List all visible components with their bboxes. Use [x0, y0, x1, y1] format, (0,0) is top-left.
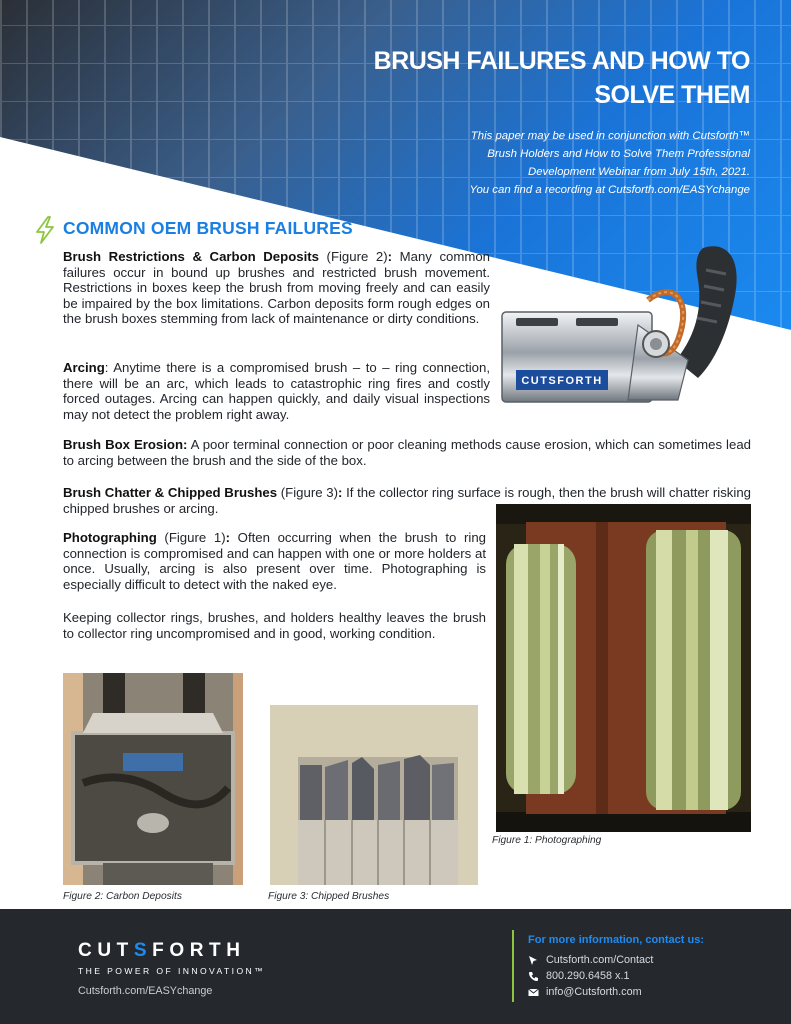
paragraph-heading: Brush Chatter & Chipped Brushes	[63, 485, 278, 500]
footer-url-link[interactable]: Cutsforth.com/EASYchange	[78, 985, 213, 997]
page-title: BRUSH FAILURES AND HOW TO SOLVE THEM	[373, 47, 750, 109]
cursor-icon	[528, 955, 539, 966]
footer-tagline: THE POWER OF INNOVATION™	[78, 966, 266, 976]
section-title: COMMON OEM BRUSH FAILURES	[63, 218, 353, 238]
paragraph-heading: Brush Restrictions & Carbon Deposits	[63, 249, 319, 264]
phone-icon	[528, 971, 539, 982]
contact-heading: For more information, contact us:	[528, 934, 705, 946]
footer-logo: CUTSFORTH	[78, 940, 246, 961]
contact-phone-row[interactable]	[528, 970, 629, 982]
brush-holder-product-image	[498, 240, 750, 410]
paragraph-photographing: Photographing (Figure 1): Often occurring when the brush to ring connection is compromised and can happen with one or more holders at once. Usually, arcing is also present over time. Photographing is especially difficult to detect with the naked eye.	[63, 530, 487, 592]
contact-email-row[interactable]	[528, 986, 642, 998]
paragraph-heading: Photographing	[63, 530, 157, 545]
contact-phone-link[interactable]: 800.290.6458 x.1	[546, 970, 630, 982]
paragraph-brush-chatter: Brush Chatter & Chipped Brushes (Figure 3): If the collector ring surface is rough, then the brush will chatter risking chipped brushes or arcing.	[63, 485, 751, 516]
contact-email-link[interactable]: info@Cutsforth.com	[546, 986, 642, 998]
intro-text: This paper may be used in conjunction with Cutsforth™ Brush Holders and How to Solve Them Professional Development Webinar from July 15th, 2021. You can find a recording at Cutsforth.com/EASYchange	[469, 130, 750, 196]
paragraph-heading: Arcing	[63, 360, 105, 375]
paragraph-arcing: Arcing: Anytime there is a compromised brush – to – ring connection, there will be an arc, which leads to catastrophic ring fires and costly forced outages. Arcing can happen quickly, and daily visual inspections may not detect the problem right away.	[63, 360, 490, 422]
paragraph-brush-box-erosion: Brush Box Erosion: A poor terminal connection or poor cleaning methods cause erosion, which can sometimes lead to arcing between the brush and the side of the box.	[63, 437, 751, 468]
paragraph-heading: Brush Box Erosion:	[63, 437, 188, 452]
footer-divider	[512, 930, 514, 1002]
mail-icon	[528, 987, 539, 998]
contact-web-row[interactable]	[528, 954, 653, 966]
figure-2-caption: Figure 2: Carbon Deposits	[63, 891, 182, 902]
paragraph-closing: Keeping collector rings, brushes, and holders healthy leaves the brush to collector ring uncompromised and in good, working condition.	[63, 610, 486, 641]
figure-2-carbon-deposits-image	[63, 673, 243, 885]
figure-1-caption: Figure 1: Photographing	[492, 835, 602, 846]
holder-logo-text: CUTSFORTH	[521, 375, 603, 387]
figure-3-chipped-brushes-image	[270, 705, 478, 885]
lightning-bolt-icon	[34, 216, 56, 244]
figure-1-photographing-image	[496, 504, 751, 832]
paragraph-brush-restrictions: Brush Restrictions & Carbon Deposits (Figure 2): Many common failures occur in bound up brushes and restricted brush movement. Restrictions in boxes keep the brush from moving freely and can easily be impaired by the box limitations. Carbon deposits form rough edges on the brush boxes stemming from lack of maintenance or dirty conditions.	[63, 249, 491, 327]
contact-web-link[interactable]: Cutsforth.com/Contact	[546, 954, 654, 966]
figure-3-caption: Figure 3: Chipped Brushes	[268, 891, 390, 902]
